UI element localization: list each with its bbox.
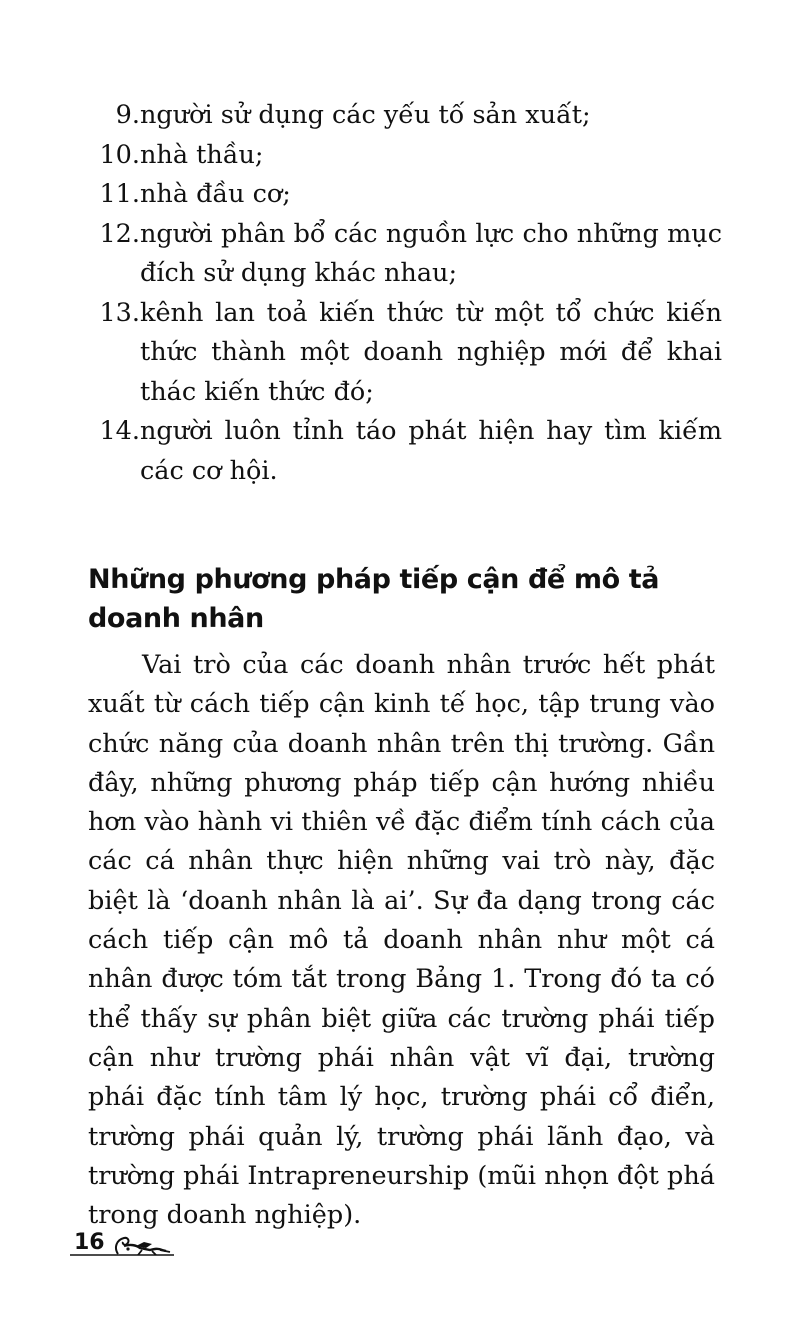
list-item-text: người phân bổ các nguồn lực cho những mục đích sử dụng khác nhau; bbox=[140, 218, 722, 288]
list-item bbox=[72, 136, 722, 176]
list-item bbox=[72, 294, 722, 413]
list-item-number: 11. bbox=[99, 179, 140, 209]
list-item-text: người luôn tỉnh táo phát hiện hay tìm kiếm các cơ hội. bbox=[140, 416, 722, 486]
list-item-number: 9. bbox=[115, 100, 140, 130]
list-item bbox=[72, 175, 722, 215]
list-item bbox=[72, 215, 722, 294]
page-number: 16 bbox=[74, 1230, 105, 1255]
list-item-text: nhà đầu cơ; bbox=[140, 179, 291, 209]
runner-ornament-icon bbox=[66, 1224, 186, 1260]
section-heading: Những phương pháp tiếp cận để mô tả doanh nhân bbox=[88, 564, 660, 634]
list-item bbox=[72, 96, 722, 136]
numbered-list bbox=[72, 96, 722, 491]
list-item-number: 13. bbox=[99, 297, 140, 328]
list-item-text: nhà thầu; bbox=[140, 139, 264, 170]
body-paragraph: Vai trò của các doanh nhân trước hết phát xuất từ cách tiếp cận kinh tế học, tập trung vào chức năng của doanh nhân trên thị trường. Gần đây, những phương pháp tiếp cận hướng nhiều hơn vào hành vi thiên về đặc điểm tính cách của các cá nhân thực hiện những vai trò này, đặc biệt là ‘doanh nhân là ai’. Sự đa dạng trong các cách tiếp cận mô tả doanh nhân như một cá nhân được tóm tắt trong Bảng 1. Trong đó ta có thể thấy sự phân biệt giữa các trường phái tiếp cận như trường phái nhân vật vĩ đại, trường phái đặc tính tâm lý học, trường phái cổ điển, trường phái quản lý, trường phái lãnh đạo, và trường phái Intrapreneurship (mũi nhọn đột phá trong doanh nghiệp). bbox=[88, 650, 715, 1231]
list-item-number: 12. bbox=[99, 218, 140, 249]
list-item bbox=[72, 412, 722, 491]
page-footer bbox=[66, 1224, 206, 1264]
list-item-number: 10. bbox=[99, 139, 140, 170]
list-item-number: 14. bbox=[99, 416, 140, 446]
list-item-text: kênh lan toả kiến thức từ một tổ chức kiến thức thành một doanh nghiệp mới để khai thác kiến thức đó; bbox=[140, 297, 722, 407]
list-item-text: người sử dụng các yếu tố sản xuất; bbox=[140, 100, 591, 130]
